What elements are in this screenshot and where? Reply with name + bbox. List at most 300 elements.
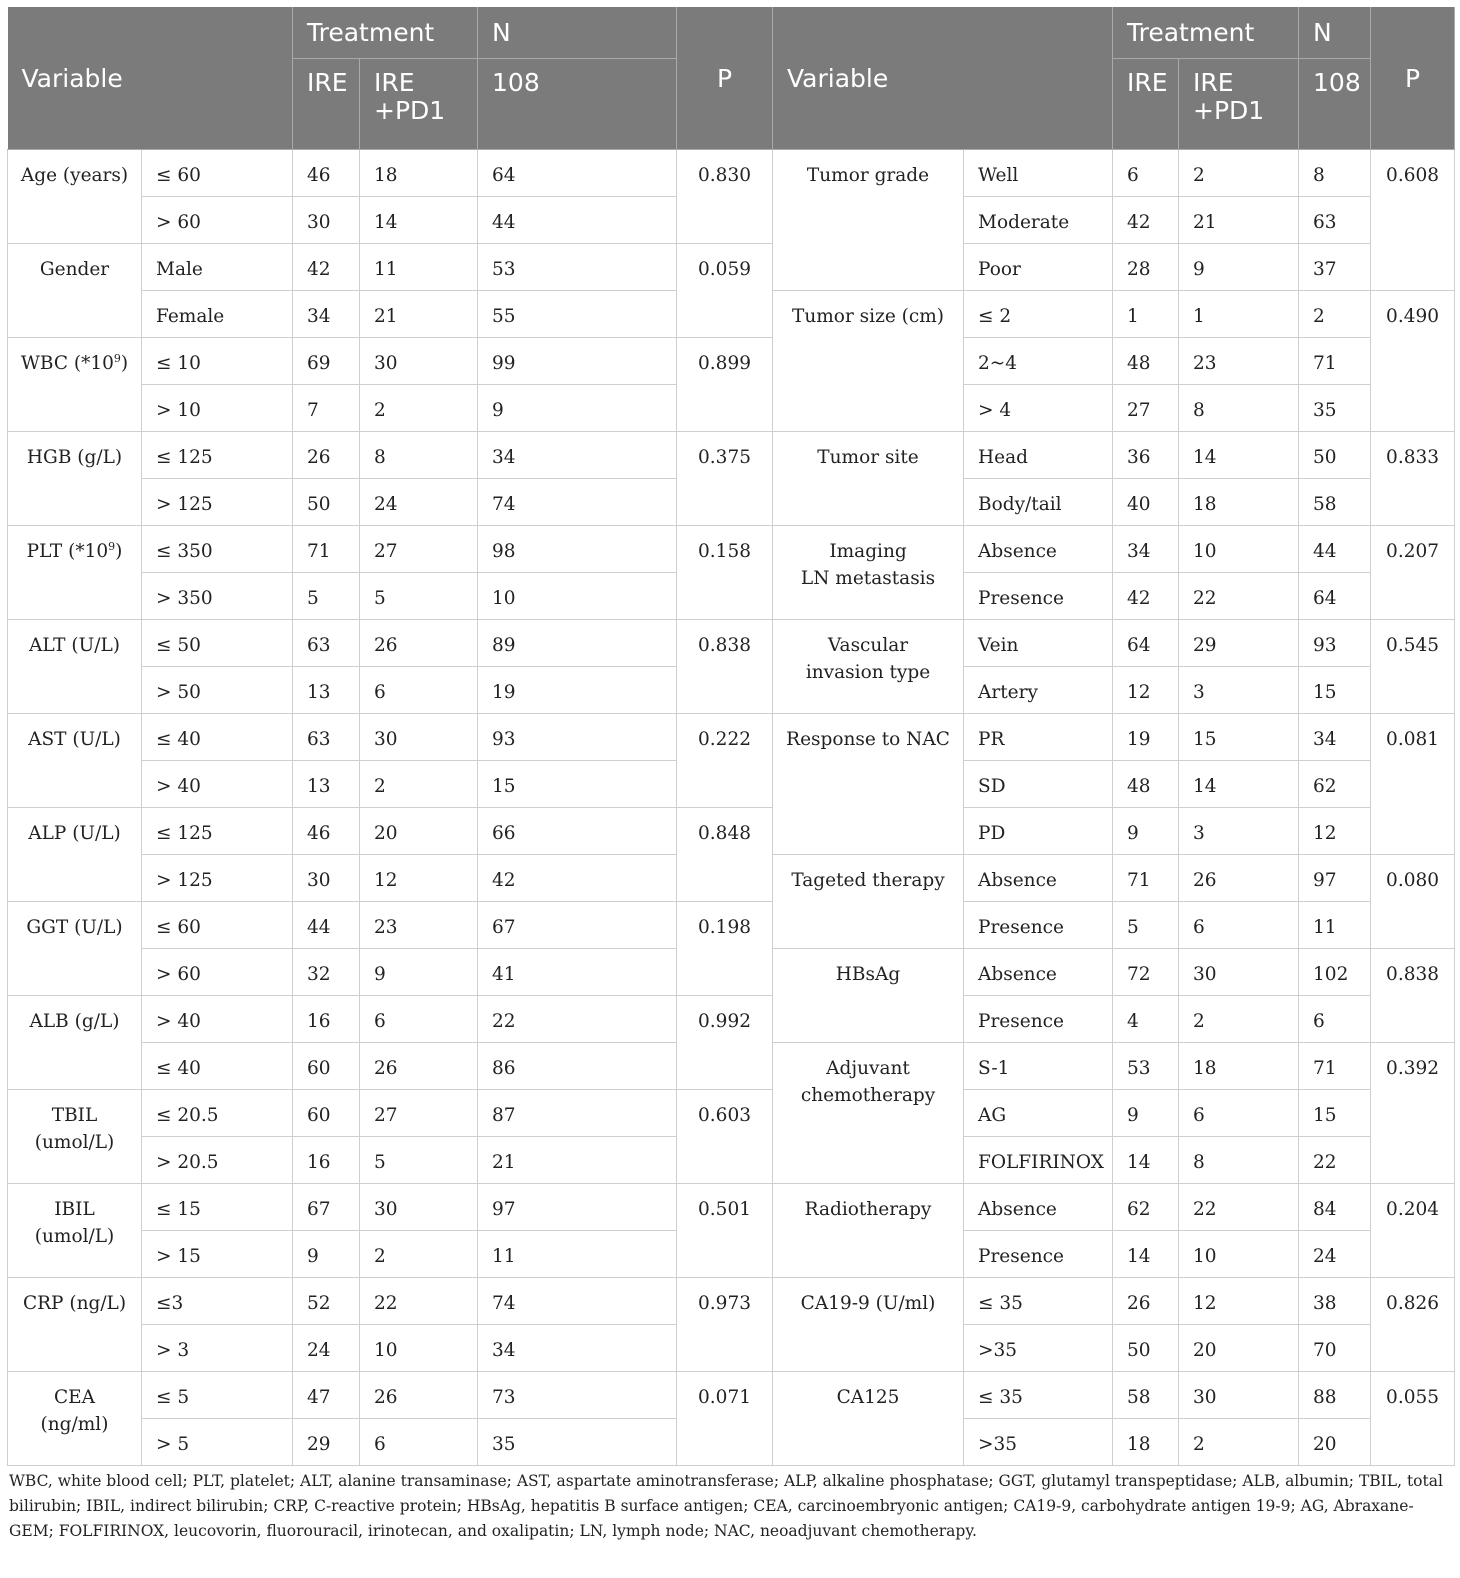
- right-n-count: 35: [1299, 385, 1371, 432]
- left-ire-count: 29: [293, 1419, 360, 1466]
- right-n-count: 2: [1299, 291, 1371, 338]
- left-n-count: 42: [478, 855, 677, 902]
- right-level: Absence: [964, 1184, 1113, 1231]
- right-level: FOLFIRINOX: [964, 1137, 1113, 1184]
- right-n-count: 64: [1299, 573, 1371, 620]
- right-level: Absence: [964, 526, 1113, 573]
- right-ire-count: 28: [1113, 244, 1179, 291]
- left-ire-count: 32: [293, 949, 360, 996]
- left-ire-count: 7: [293, 385, 360, 432]
- header-ire-pd1-line2: +PD1: [374, 96, 446, 125]
- left-ire-pd1-count: 22: [360, 1278, 478, 1325]
- right-ire-pd1-count: 15: [1179, 714, 1299, 761]
- right-n-count: 97: [1299, 855, 1371, 902]
- left-ire-pd1-count: 5: [360, 1137, 478, 1184]
- table-row: [8, 1184, 1455, 1231]
- right-level: Moderate: [964, 197, 1113, 244]
- right-level: Head: [964, 432, 1113, 479]
- baseline-characteristics-table: [7, 7, 1455, 1466]
- right-ire-count: 12: [1113, 667, 1179, 714]
- right-ire-count: 53: [1113, 1043, 1179, 1090]
- variable-label: Tumor grade: [806, 165, 930, 186]
- right-ire-count: 34: [1113, 526, 1179, 573]
- left-ire-count: 69: [293, 338, 360, 385]
- right-p-value: 0.207: [1371, 526, 1455, 620]
- right-ire-count: 72: [1113, 949, 1179, 996]
- right-ire-pd1-count: 6: [1179, 1090, 1299, 1137]
- variable-label: ALP (U/L): [28, 823, 121, 844]
- left-level: ≤ 350: [142, 526, 293, 573]
- left-level: > 125: [142, 479, 293, 526]
- left-ire-count: 30: [293, 855, 360, 902]
- left-n-count: 64: [478, 150, 677, 197]
- variable-label-end: ): [120, 353, 129, 374]
- left-n-count: 87: [478, 1090, 677, 1137]
- right-ire-pd1-count: 14: [1179, 432, 1299, 479]
- variable-label: TBIL: [51, 1105, 98, 1126]
- right-ire-pd1-count: 22: [1179, 1184, 1299, 1231]
- left-n-count: 73: [478, 1372, 677, 1419]
- left-p-value: 0.198: [677, 902, 773, 996]
- left-n-count: 66: [478, 808, 677, 855]
- left-ire-pd1-count: 5: [360, 573, 478, 620]
- right-n-count: 88: [1299, 1372, 1371, 1419]
- right-ire-pd1-count: 8: [1179, 385, 1299, 432]
- table-footnote: WBC, white blood cell; PLT, platelet; ALT, alanine transaminase; AST, aspartate aminotransferase; ALP, alkaline phosphatase; GGT, glutamyl transpeptidase; ALB, albumin; TBIL, total bilirubin; IBIL, indirect bilirubin; CRP, C-reactive protein; HBsAg, hepatitis B surface antigen; CEA, carcinoembryonic antigen; CA19-9, carbohydrate antigen 19-9; AG, Abraxane-GEM; FOLFIRINOX, leucovorin, fluorouracil, irinotecan, and oxalipatin; LN, lymph node; NAC, neoadjuvant chemotherapy.: [9, 1472, 1443, 1540]
- header-ire-pd1-left: [360, 59, 478, 150]
- right-variable-name: [773, 1043, 964, 1184]
- variable-label-line2: (umol/L): [34, 1132, 115, 1153]
- right-ire-pd1-count: 3: [1179, 808, 1299, 855]
- variable-label-line2: (ng/ml): [40, 1414, 109, 1435]
- table-container: [7, 7, 1454, 1544]
- variable-label: Adjuvant: [826, 1058, 910, 1079]
- variable-label-line2: (umol/L): [34, 1226, 115, 1247]
- right-level: Well: [964, 150, 1113, 197]
- left-ire-pd1-count: 27: [360, 526, 478, 573]
- left-ire-pd1-count: 10: [360, 1325, 478, 1372]
- right-ire-count: 5: [1113, 902, 1179, 949]
- table-row: [8, 1372, 1455, 1419]
- right-p-value: 0.081: [1371, 714, 1455, 855]
- variable-label: Imaging: [829, 541, 907, 562]
- right-level: ≤ 2: [964, 291, 1113, 338]
- right-p-value: 0.055: [1371, 1372, 1455, 1466]
- right-n-count: 102: [1299, 949, 1371, 996]
- right-variable-name: [773, 855, 964, 949]
- right-variable-name: [773, 291, 964, 432]
- right-variable-name: [773, 714, 964, 855]
- right-ire-count: 50: [1113, 1325, 1179, 1372]
- variable-label: ALT (U/L): [29, 635, 120, 656]
- left-level: > 350: [142, 573, 293, 620]
- left-level: Male: [142, 244, 293, 291]
- variable-label: HGB (g/L): [26, 447, 123, 468]
- left-variable-name: [8, 1372, 142, 1466]
- right-level: > 4: [964, 385, 1113, 432]
- left-ire-pd1-count: 27: [360, 1090, 478, 1137]
- header-n-total-left: 108: [478, 59, 677, 150]
- right-ire-pd1-count: 26: [1179, 855, 1299, 902]
- right-variable-name: [773, 150, 964, 291]
- left-variable-name: [8, 1278, 142, 1372]
- right-level: Vein: [964, 620, 1113, 667]
- right-ire-pd1-count: 10: [1179, 526, 1299, 573]
- header-ire-pd1-right: [1179, 59, 1299, 150]
- right-ire-count: 19: [1113, 714, 1179, 761]
- left-level: ≤ 10: [142, 338, 293, 385]
- right-ire-count: 27: [1113, 385, 1179, 432]
- left-level: ≤ 15: [142, 1184, 293, 1231]
- variable-label: Response to NAC: [786, 729, 950, 750]
- left-p-value: 0.830: [677, 150, 773, 244]
- left-ire-pd1-count: 6: [360, 1419, 478, 1466]
- variable-label: ALB (g/L): [29, 1011, 120, 1032]
- left-n-count: 11: [478, 1231, 677, 1278]
- left-n-count: 35: [478, 1419, 677, 1466]
- right-ire-pd1-count: 2: [1179, 150, 1299, 197]
- right-ire-count: 62: [1113, 1184, 1179, 1231]
- right-ire-pd1-count: 12: [1179, 1278, 1299, 1325]
- left-level: > 50: [142, 667, 293, 714]
- variable-label: Age (years): [20, 165, 129, 186]
- right-n-count: 62: [1299, 761, 1371, 808]
- variable-label-line2: invasion type: [805, 662, 931, 683]
- right-ire-pd1-count: 10: [1179, 1231, 1299, 1278]
- right-n-count: 22: [1299, 1137, 1371, 1184]
- right-ire-count: 14: [1113, 1137, 1179, 1184]
- variable-label: PLT (*10: [26, 541, 109, 562]
- left-ire-count: 46: [293, 150, 360, 197]
- left-ire-pd1-count: 30: [360, 714, 478, 761]
- right-ire-pd1-count: 3: [1179, 667, 1299, 714]
- right-n-count: 93: [1299, 620, 1371, 667]
- left-n-count: 86: [478, 1043, 677, 1090]
- left-ire-count: 50: [293, 479, 360, 526]
- right-p-value: 0.826: [1371, 1278, 1455, 1372]
- right-n-count: 71: [1299, 338, 1371, 385]
- right-p-value: 0.490: [1371, 291, 1455, 432]
- right-level: PR: [964, 714, 1113, 761]
- table-row: [8, 338, 1455, 385]
- right-ire-count: 4: [1113, 996, 1179, 1043]
- right-n-count: 70: [1299, 1325, 1371, 1372]
- header-ire-pd1-line1: IRE: [374, 68, 415, 97]
- right-level: Presence: [964, 1231, 1113, 1278]
- left-level: ≤ 60: [142, 150, 293, 197]
- right-n-count: 20: [1299, 1419, 1371, 1466]
- left-n-count: 53: [478, 244, 677, 291]
- left-n-count: 74: [478, 1278, 677, 1325]
- variable-label: CA125: [836, 1387, 900, 1408]
- right-level: AG: [964, 1090, 1113, 1137]
- left-level: > 10: [142, 385, 293, 432]
- right-ire-pd1-count: 2: [1179, 996, 1299, 1043]
- left-level: > 40: [142, 761, 293, 808]
- variable-label: CEA: [53, 1387, 96, 1408]
- variable-label: Tumor site: [817, 447, 919, 468]
- table-header: [8, 8, 1455, 150]
- header-ire-left: IRE: [293, 59, 360, 150]
- left-n-count: 34: [478, 432, 677, 479]
- variable-label: Vascular: [827, 635, 909, 656]
- left-ire-count: 13: [293, 667, 360, 714]
- left-n-count: 98: [478, 526, 677, 573]
- header-p-left: P: [677, 8, 773, 150]
- left-variable-name: [8, 150, 142, 244]
- left-n-count: 41: [478, 949, 677, 996]
- right-ire-pd1-count: 9: [1179, 244, 1299, 291]
- variable-label: WBC (*10: [20, 353, 114, 374]
- right-n-count: 15: [1299, 1090, 1371, 1137]
- right-ire-count: 42: [1113, 573, 1179, 620]
- right-variable-name: [773, 432, 964, 526]
- right-variable-name: [773, 949, 964, 1043]
- left-variable-name: [8, 620, 142, 714]
- left-level: Female: [142, 291, 293, 338]
- variable-label: GGT (U/L): [26, 917, 123, 938]
- left-n-count: 44: [478, 197, 677, 244]
- header-ire-pd1-line1: IRE: [1193, 68, 1234, 97]
- right-ire-pd1-count: 30: [1179, 1372, 1299, 1419]
- left-ire-count: 13: [293, 761, 360, 808]
- left-p-value: 0.071: [677, 1372, 773, 1466]
- left-n-count: 10: [478, 573, 677, 620]
- right-level: 2~4: [964, 338, 1113, 385]
- variable-label: CRP (ng/L): [22, 1293, 127, 1314]
- table-row: [8, 150, 1455, 197]
- header-p-right: P: [1371, 8, 1455, 150]
- right-n-count: 34: [1299, 714, 1371, 761]
- right-n-count: 8: [1299, 150, 1371, 197]
- table-row: [8, 1090, 1455, 1137]
- right-ire-pd1-count: 21: [1179, 197, 1299, 244]
- right-ire-count: 1: [1113, 291, 1179, 338]
- variable-label: Tageted therapy: [791, 870, 945, 891]
- header-n-total-right: 108: [1299, 59, 1371, 150]
- left-p-value: 0.375: [677, 432, 773, 526]
- right-level: Presence: [964, 902, 1113, 949]
- variable-label-line2: chemotherapy: [800, 1085, 936, 1106]
- right-n-count: 44: [1299, 526, 1371, 573]
- header-ire-pd1-line2: +PD1: [1193, 96, 1265, 125]
- left-variable-name: [8, 808, 142, 902]
- right-ire-count: 71: [1113, 855, 1179, 902]
- right-ire-pd1-count: 29: [1179, 620, 1299, 667]
- left-ire-count: 71: [293, 526, 360, 573]
- right-level: Body/tail: [964, 479, 1113, 526]
- left-level: ≤ 125: [142, 432, 293, 479]
- header-ire-right: IRE: [1113, 59, 1179, 150]
- left-p-value: 0.973: [677, 1278, 773, 1372]
- right-level: Absence: [964, 949, 1113, 996]
- right-p-value: 0.204: [1371, 1184, 1455, 1278]
- table-row: [8, 526, 1455, 573]
- left-n-count: 93: [478, 714, 677, 761]
- variable-exponent: 9: [113, 351, 121, 365]
- left-level: ≤3: [142, 1278, 293, 1325]
- right-ire-count: 26: [1113, 1278, 1179, 1325]
- right-n-count: 50: [1299, 432, 1371, 479]
- left-level: > 60: [142, 197, 293, 244]
- left-variable-name: [8, 1090, 142, 1184]
- variable-label: Tumor size (cm): [792, 306, 944, 327]
- right-ire-pd1-count: 1: [1179, 291, 1299, 338]
- variable-label: AST (U/L): [28, 729, 121, 750]
- left-n-count: 22: [478, 996, 677, 1043]
- right-n-count: 12: [1299, 808, 1371, 855]
- right-ire-count: 48: [1113, 761, 1179, 808]
- right-level: SD: [964, 761, 1113, 808]
- right-level: ≤ 35: [964, 1278, 1113, 1325]
- right-n-count: 24: [1299, 1231, 1371, 1278]
- left-ire-pd1-count: 9: [360, 949, 478, 996]
- left-variable-name: [8, 1184, 142, 1278]
- left-ire-pd1-count: 11: [360, 244, 478, 291]
- right-p-value: 0.545: [1371, 620, 1455, 714]
- left-ire-count: 47: [293, 1372, 360, 1419]
- left-level: > 125: [142, 855, 293, 902]
- right-ire-count: 9: [1113, 808, 1179, 855]
- left-n-count: 55: [478, 291, 677, 338]
- left-p-value: 0.501: [677, 1184, 773, 1278]
- right-variable-name: [773, 526, 964, 620]
- left-n-count: 34: [478, 1325, 677, 1372]
- right-level: ≤ 35: [964, 1372, 1113, 1419]
- left-level: > 40: [142, 996, 293, 1043]
- right-n-count: 15: [1299, 667, 1371, 714]
- left-variable-name: [8, 714, 142, 808]
- right-ire-count: 40: [1113, 479, 1179, 526]
- left-n-count: 99: [478, 338, 677, 385]
- variable-label: IBIL: [54, 1199, 95, 1220]
- right-p-value: 0.833: [1371, 432, 1455, 526]
- left-n-count: 74: [478, 479, 677, 526]
- left-ire-pd1-count: 21: [360, 291, 478, 338]
- left-p-value: 0.059: [677, 244, 773, 338]
- left-ire-count: 34: [293, 291, 360, 338]
- right-level: >35: [964, 1419, 1113, 1466]
- left-ire-pd1-count: 26: [360, 620, 478, 667]
- right-level: S-1: [964, 1043, 1113, 1090]
- table-row: [8, 996, 1455, 1043]
- variable-exponent: 9: [108, 539, 116, 553]
- left-level: ≤ 125: [142, 808, 293, 855]
- right-ire-pd1-count: 23: [1179, 338, 1299, 385]
- right-ire-pd1-count: 6: [1179, 902, 1299, 949]
- left-ire-count: 24: [293, 1325, 360, 1372]
- left-ire-count: 67: [293, 1184, 360, 1231]
- table-row: [8, 808, 1455, 855]
- left-n-count: 67: [478, 902, 677, 949]
- right-n-count: 71: [1299, 1043, 1371, 1090]
- right-p-value: 0.608: [1371, 150, 1455, 291]
- table-row: [8, 714, 1455, 761]
- right-n-count: 63: [1299, 197, 1371, 244]
- left-ire-pd1-count: 6: [360, 996, 478, 1043]
- left-n-count: 21: [478, 1137, 677, 1184]
- right-n-count: 38: [1299, 1278, 1371, 1325]
- variable-label: HBsAg: [835, 964, 901, 985]
- right-ire-count: 9: [1113, 1090, 1179, 1137]
- left-ire-pd1-count: 6: [360, 667, 478, 714]
- right-ire-pd1-count: 8: [1179, 1137, 1299, 1184]
- right-level: Absence: [964, 855, 1113, 902]
- right-n-count: 11: [1299, 902, 1371, 949]
- right-ire-pd1-count: 18: [1179, 1043, 1299, 1090]
- right-ire-count: 6: [1113, 150, 1179, 197]
- left-ire-pd1-count: 26: [360, 1372, 478, 1419]
- left-p-value: 0.158: [677, 526, 773, 620]
- left-ire-count: 26: [293, 432, 360, 479]
- left-level: ≤ 60: [142, 902, 293, 949]
- left-ire-pd1-count: 23: [360, 902, 478, 949]
- left-ire-count: 44: [293, 902, 360, 949]
- left-level: ≤ 40: [142, 1043, 293, 1090]
- left-ire-count: 63: [293, 714, 360, 761]
- left-ire-count: 16: [293, 996, 360, 1043]
- table-row: [8, 620, 1455, 667]
- left-ire-count: 42: [293, 244, 360, 291]
- table-row: [8, 1278, 1455, 1325]
- left-n-count: 97: [478, 1184, 677, 1231]
- left-variable-name: [8, 996, 142, 1090]
- left-level: ≤ 20.5: [142, 1090, 293, 1137]
- header-treatment-left: Treatment: [293, 8, 478, 59]
- left-ire-pd1-count: 2: [360, 761, 478, 808]
- left-ire-pd1-count: 2: [360, 385, 478, 432]
- left-p-value: 0.603: [677, 1090, 773, 1184]
- left-p-value: 0.899: [677, 338, 773, 432]
- right-variable-name: [773, 1184, 964, 1278]
- right-level: Presence: [964, 996, 1113, 1043]
- left-p-value: 0.838: [677, 620, 773, 714]
- variable-label: Gender: [39, 259, 110, 280]
- right-n-count: 58: [1299, 479, 1371, 526]
- right-p-value: 0.392: [1371, 1043, 1455, 1184]
- left-variable-name: [8, 902, 142, 996]
- variable-label: Radiotherapy: [804, 1199, 932, 1220]
- right-variable-name: [773, 1372, 964, 1466]
- right-n-count: 84: [1299, 1184, 1371, 1231]
- right-ire-count: 42: [1113, 197, 1179, 244]
- right-n-count: 37: [1299, 244, 1371, 291]
- right-level: Artery: [964, 667, 1113, 714]
- left-level: > 15: [142, 1231, 293, 1278]
- table-row: [8, 902, 1455, 949]
- right-level: Poor: [964, 244, 1113, 291]
- left-variable-name: [8, 432, 142, 526]
- left-variable-name: [8, 244, 142, 338]
- left-ire-count: 16: [293, 1137, 360, 1184]
- left-variable-name: [8, 338, 142, 432]
- left-level: > 3: [142, 1325, 293, 1372]
- left-ire-pd1-count: 30: [360, 1184, 478, 1231]
- table-row: [8, 432, 1455, 479]
- right-ire-count: 48: [1113, 338, 1179, 385]
- variable-label-line2: LN metastasis: [800, 568, 936, 589]
- left-level: > 20.5: [142, 1137, 293, 1184]
- variable-label-end: ): [115, 541, 123, 562]
- right-ire-count: 36: [1113, 432, 1179, 479]
- right-variable-name: [773, 620, 964, 714]
- left-ire-pd1-count: 8: [360, 432, 478, 479]
- left-ire-count: 9: [293, 1231, 360, 1278]
- header-n-right: N: [1299, 8, 1371, 59]
- right-level: PD: [964, 808, 1113, 855]
- right-ire-pd1-count: 2: [1179, 1419, 1299, 1466]
- right-variable-name: [773, 1278, 964, 1372]
